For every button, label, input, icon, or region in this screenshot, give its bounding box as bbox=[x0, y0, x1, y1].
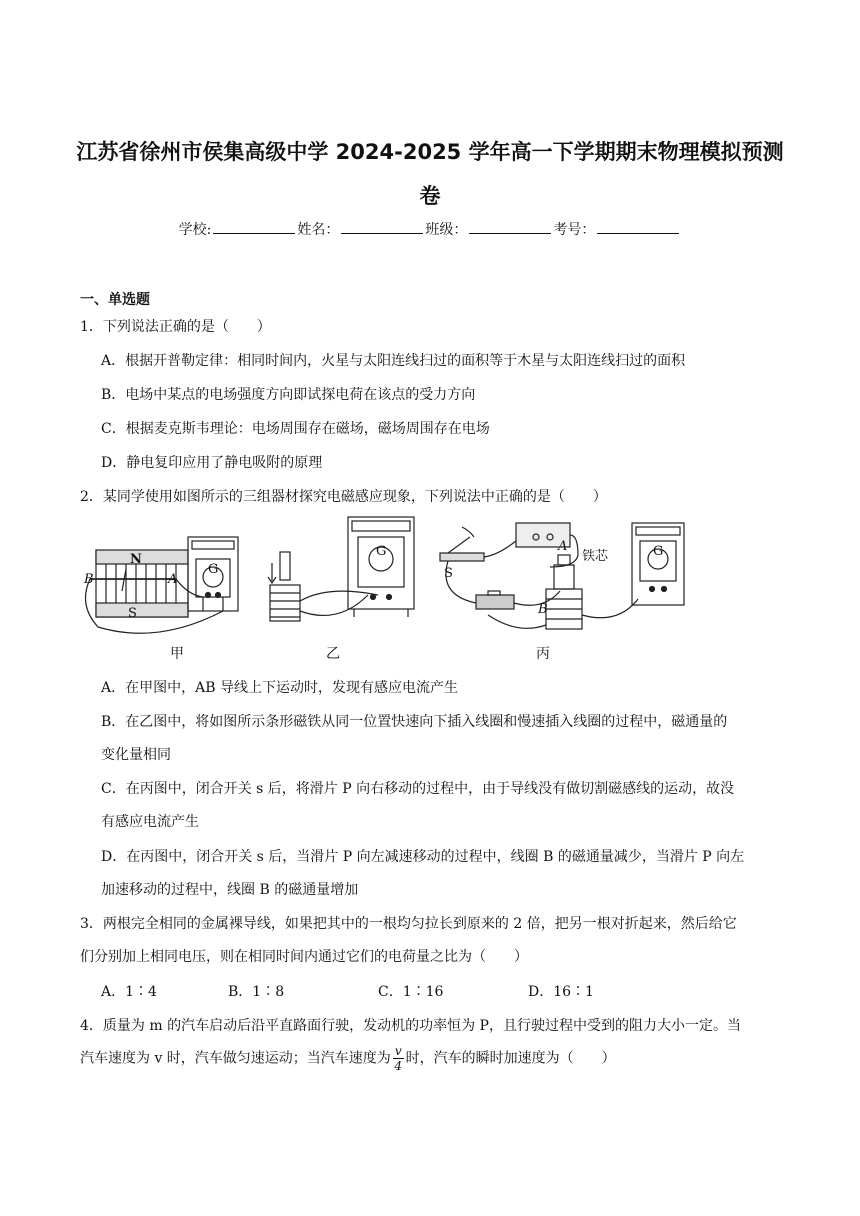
label-N: N bbox=[130, 552, 142, 567]
fraction-denominator: 4 bbox=[394, 1059, 403, 1073]
label-tiexin: 铁芯 bbox=[582, 549, 609, 564]
label-S-jia: S bbox=[128, 606, 137, 621]
school-label: 学校: bbox=[178, 222, 212, 238]
q3-option-c: C．1∶16 bbox=[378, 984, 444, 1000]
q2-option-c-line1: C．在丙图中，闭合开关 s 后，将滑片 P 向右移动的过程中，由于导线没有做切割磁感线的运动，故没 bbox=[101, 781, 735, 797]
label-A-jia: A bbox=[168, 572, 178, 587]
electromagnetic-induction-figure bbox=[78, 515, 778, 665]
label-S-bing: S bbox=[444, 566, 453, 581]
q4-stem-line1: 4．质量为 m 的汽车启动后沿平直路面行驶，发动机的功率恒为 P，且行驶过程中受到的阻力大小一定。当 bbox=[80, 1018, 741, 1034]
q3-option-b: B．1∶8 bbox=[228, 984, 285, 1000]
class-blank[interactable] bbox=[469, 219, 551, 234]
q2-stem: 2．某同学使用如图所示的三组器材探究电磁感应现象，下列说法中正确的是（ ） bbox=[80, 489, 607, 505]
section-heading: 一、单选题 bbox=[80, 292, 150, 308]
name-label: 姓名： bbox=[297, 222, 340, 238]
q1-option-b: B．电场中某点的电场强度方向即试探电荷在该点的受力方向 bbox=[101, 387, 476, 403]
figure-jia-apparatus bbox=[86, 537, 239, 633]
school-blank[interactable] bbox=[213, 219, 295, 234]
label-B-bing: B bbox=[538, 602, 548, 617]
caption-bing: 丙 bbox=[536, 646, 550, 662]
student-info-row bbox=[0, 219, 860, 239]
exam-no-label: 考号： bbox=[553, 222, 596, 238]
q2-option-b-line1: B．在乙图中，将如图所示条形磁铁从同一位置快速向下插入线圈和慢速插入线圈的过程中，磁通量的 bbox=[101, 714, 728, 730]
class-label: 班级： bbox=[425, 222, 468, 238]
exam-title-line1: 江苏省徐州市侯集高级中学 2024-2025 学年高一下学期期末物理模拟预测 bbox=[76, 140, 784, 164]
q3-option-d: D．16∶1 bbox=[528, 984, 594, 1000]
name-blank[interactable] bbox=[341, 219, 423, 234]
caption-yi: 乙 bbox=[326, 646, 340, 662]
q1-option-c: C．根据麦克斯韦理论：电场周围存在磁场，磁场周围存在电场 bbox=[101, 421, 490, 437]
exam-no-blank[interactable] bbox=[597, 219, 679, 234]
q3-stem-line1: 3．两根完全相同的金属裸导线，如果把其中的一根均匀拉长到原来的 2 倍，把另一根对折起来，然后给它 bbox=[80, 916, 737, 932]
q1-option-d: D．静电复印应用了静电吸附的原理 bbox=[101, 455, 323, 471]
q4-stem-line2 bbox=[80, 1044, 616, 1073]
q2-option-d-line1: D．在丙图中，闭合开关 s 后，当滑片 P 向左减速移动的过程中，线圈 B 的磁通量减少，当滑片 P 向左 bbox=[101, 849, 745, 865]
label-B-jia: B bbox=[84, 572, 94, 587]
q2-option-d-line2: 加速移动的过程中，线圈 B 的磁通量增加 bbox=[101, 882, 359, 898]
q4-stem-post: 时，汽车的瞬时加速度为（ ） bbox=[405, 1050, 616, 1067]
q1-stem: 1．下列说法正确的是（ ） bbox=[80, 319, 271, 335]
q2-option-b-line2: 变化量相同 bbox=[101, 747, 171, 763]
label-G-bing: G bbox=[653, 544, 664, 559]
q2-option-c-line2: 有感应电流产生 bbox=[101, 814, 199, 830]
fraction-numerator: v bbox=[394, 1044, 402, 1058]
q1-option-a: A．根据开普勒定律：相同时间内，火星与太阳连线扫过的面积等于木星与太阳连线扫过的面积 bbox=[101, 353, 686, 369]
fraction-v-over-4 bbox=[393, 1044, 404, 1073]
caption-jia: 甲 bbox=[170, 646, 184, 662]
q3-stem-line2: 们分别加上相同电压，则在相同时间内通过它们的电荷量之比为（ ） bbox=[80, 949, 528, 965]
label-A-bing: A bbox=[558, 539, 568, 554]
q2-option-a: A．在甲图中，AB 导线上下运动时，发现有感应电流产生 bbox=[101, 680, 458, 696]
exam-title-line2: 卷 bbox=[419, 184, 441, 208]
label-G-jia: G bbox=[208, 562, 219, 577]
figure-yi-apparatus bbox=[268, 517, 414, 621]
label-G-yi: G bbox=[376, 544, 387, 559]
q4-stem-pre: 汽车速度为 v 时，汽车做匀速运动；当汽车速度为 bbox=[80, 1050, 391, 1067]
q3-option-a: A．1∶4 bbox=[101, 984, 157, 1000]
